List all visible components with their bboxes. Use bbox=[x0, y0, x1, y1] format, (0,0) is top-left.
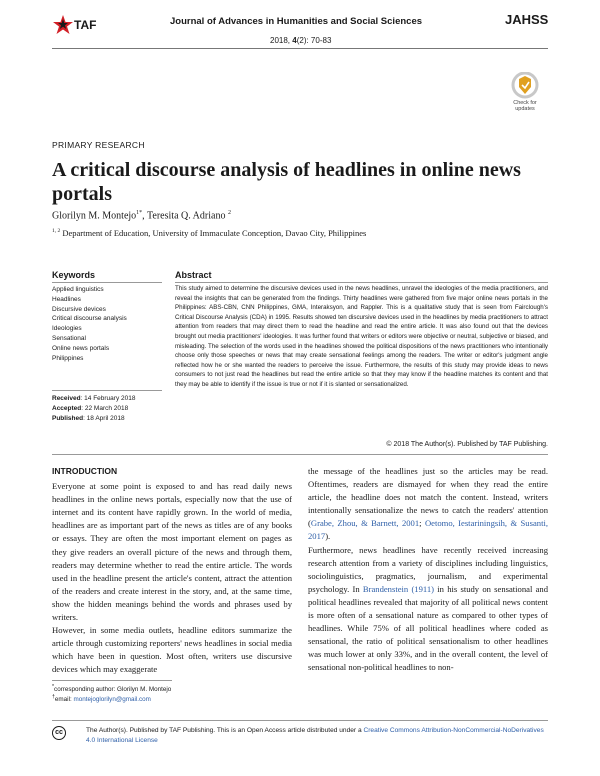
author-name[interactable]: Teresita Q. Adriano bbox=[147, 210, 226, 222]
badge-label: Check for updates bbox=[513, 100, 537, 112]
footer-divider bbox=[52, 720, 548, 721]
journal-logo bbox=[52, 14, 152, 40]
license-link[interactable]: Creative Commons Attribution-NonCommercial-NoDerivatives 4.0 International License bbox=[86, 727, 544, 744]
dates-divider bbox=[52, 390, 162, 391]
corresponding-author-note: *corresponding author: Glorilyn M. Montejo bbox=[52, 684, 172, 694]
keyword-item: Ideologies bbox=[52, 325, 82, 333]
header-divider bbox=[52, 48, 548, 49]
body-paragraph: the message of the headlines just so the articles may be read. Oftentimes, readers are dismayed for when they read the entire article, the headline does not match the content. Instead, writers intentionally sensationalize the news to catch the readers' attention (Grabe, Zhou, & Barnett, 2001; Oetomo, Iestariningsih, & Susanti, 2017). bbox=[308, 466, 548, 542]
copyright-notice: © 2018 The Author(s). Published by TAF Publishing. bbox=[386, 441, 548, 448]
body-divider bbox=[52, 454, 548, 455]
keywords-divider bbox=[52, 282, 162, 283]
abstract-divider bbox=[175, 282, 548, 283]
keyword-item: Sensational bbox=[52, 334, 86, 342]
body-paragraph: However, in some media outlets, headline editors summarize the article through customizing reporters' news headlines in social media which have been in question. Most often, writers use discursive devices which may exaggerate bbox=[52, 625, 292, 675]
journal-volume: 2018, 4(2): 70-83 bbox=[270, 36, 332, 45]
keywords-list bbox=[52, 285, 127, 363]
body-paragraph: Furthermore, news headlines have recently received increasing research attention from a variety of disciplines including linguistics, sociolinguistics, pragmatics, journalism, and experimental psychology. In Brandenstein (1911) in his study on sensational and political headlines revealed that majority of all political news content is more often of a sensational nature as compared to other types of headlines. While 75% of all political headlines where coded as sensational, the ratio of political sensationalism to other headlines was much lower at only 33%, and in the overall content, the level of sensational non-political headlines to non- bbox=[308, 544, 549, 673]
accepted-date: Accepted: 22 March 2018 bbox=[52, 404, 129, 412]
footnote-divider bbox=[52, 680, 172, 681]
keyword-item: Headlines bbox=[52, 295, 81, 303]
body-column-right bbox=[308, 465, 548, 675]
email-note: †email: montejoglorilyn@gmail.com bbox=[52, 694, 151, 704]
published-date: Published: 18 April 2018 bbox=[52, 414, 125, 422]
author-list: Glorilyn M. Montejo$^{1*}$, Teresita Q. Adriano $^2$ bbox=[52, 210, 231, 222]
body-paragraph: Everyone at some point is exposed to and has read daily news headlines in the online news portals, especially now that the use of internet and its content have rapidly grown. In the world of media, headlines are as important part of the news as titles are of any books or essays. They are often the most important element on pages as they give readers an overall picture of the news and through them, readers may determine whether to read the entire article. The words used in the headline present the article's content, attract the attention of the readers and create interest in the story, and, at the same time, show the hidden meanings behind the words and phrases used by writers. bbox=[52, 481, 292, 623]
citation-link[interactable]: Grabe, Zhou, & Barnett, 2001 bbox=[310, 518, 420, 529]
keywords-heading: Keywords bbox=[52, 270, 96, 280]
keyword-item: Discursive devices bbox=[52, 305, 106, 313]
affiliation: $^{1, 2}$ Department of Education, University of Immaculate Conception, Davao City, Philippines bbox=[52, 228, 367, 238]
article-type: PRIMARY RESEARCH bbox=[52, 140, 145, 150]
introduction-heading: INTRODUCTION bbox=[52, 466, 118, 476]
taf-star-icon bbox=[52, 14, 74, 36]
check-updates-icon bbox=[505, 72, 545, 100]
journal-abbreviation: JAHSS bbox=[505, 12, 549, 27]
article-dates bbox=[52, 394, 135, 423]
journal-name: Journal of Advances in Humanities and Social Sciences bbox=[170, 16, 423, 27]
abstract-heading: Abstract bbox=[175, 270, 212, 280]
author-name[interactable]: Glorilyn M. Montejo bbox=[52, 210, 137, 222]
abstract-text: This study aimed to determine the discursive devices used in the news headlines, unravel the ideologies of the media practitioners, and reveal the insights that can be generated from the findings. Thirty headlines were gathered from five major online news portals in the Philippines: ABS-CBN, CNN Philippines, GMA, Interaksyon, and Rappler. This is a qualitative study that is seen from Fairclough's Critical Discourse Analysis (CDA) in 1995. Results showed ten discursive devices used in the headlines by media practitioners to attract attention from readers that may direct them to read the headline and read the entire article. It was also found out that the devices brought out media practitioners' ideologies. It was further found that writers or editors were objective or neutral, subjective or biased, and misleading. The selection of the words used in the headlines showed the political dispositions of the news practitioners who intentionally choose only those speeches or news that may create sensational feelings among the readers. The writer or editor's judgment angle reflected how he or she wanted the readers to perceive the issue. Furthermore, the results of this study may provide ideas to news consumers to not just read the headlines but read the entire article so that they may know if the headline matches its content and that they may be able to identify if the issue is true or not if it is slanted or sensationalized. bbox=[175, 285, 548, 388]
body-column-left bbox=[52, 465, 292, 677]
keyword-item: Online news portals bbox=[52, 344, 110, 352]
article-title: A critical discourse analysis of headlines in online news portals bbox=[52, 159, 521, 205]
keyword-item: Philippines bbox=[52, 354, 84, 362]
license-notice: The Author(s). Published by TAF Publishing. This is an Open Access article distributed under a Creative Commons Attribution-NonCommercial-NoDerivatives 4.0 International License bbox=[86, 727, 544, 744]
check-for-updates-badge[interactable] bbox=[505, 72, 545, 120]
email-link[interactable]: montejoglorilyn@gmail.com bbox=[73, 696, 151, 704]
citation-link[interactable]: Oetomo, Iestariningsih, & Susanti, 2017 bbox=[308, 518, 548, 542]
logo-text: TAF bbox=[74, 18, 97, 32]
keyword-item: Critical discourse analysis bbox=[52, 315, 127, 323]
creative-commons-icon: cc bbox=[52, 726, 66, 740]
keyword-item: Applied linguistics bbox=[52, 286, 104, 293]
received-date: Received: 14 February 2018 bbox=[52, 395, 136, 402]
citation-link[interactable]: Brandenstein (1911) bbox=[362, 583, 435, 594]
